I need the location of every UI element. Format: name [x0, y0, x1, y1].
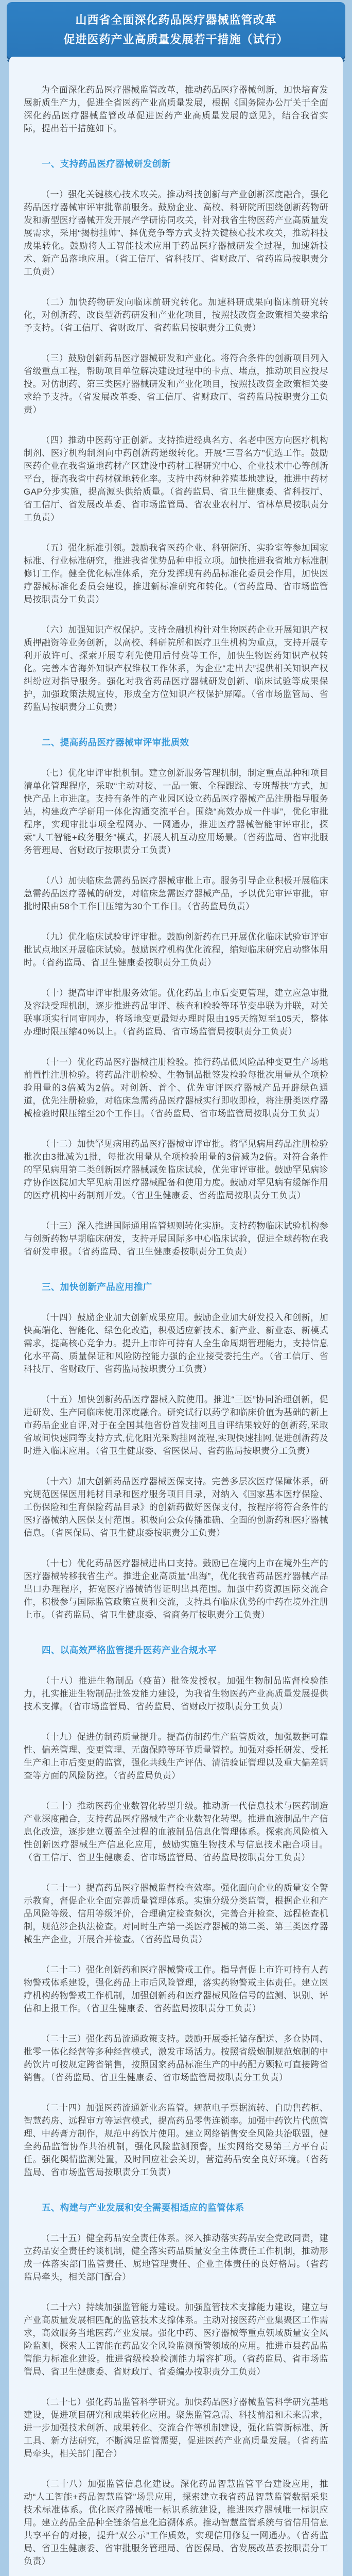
- section-heading-4: 四、以高效严格监管提升医药产业合规水平: [42, 1645, 217, 1655]
- measure-item: （二）加快药物研发向临床前研究转化。加速科研成果向临床前研究转化，对创新药、改良型新药研发和产业化项目，按照技改资金政策相关要求给予支持。（省工信厅、省财政厅、省药监局按职责分工负责）: [24, 297, 328, 333]
- measure-item: （七）优化审评审批机制。建立创新服务管理机制，制定重点品种和项目清单化管理程序，采取“主动对接、一品一策、全程跟踪、专班帮扶”方式，加快产品上市进度。支持有条件的产业园区设立药品医疗器械产品注册指导服务站，构建政产学研用一体化沟通交流平台。围绕“高效办成一件事”，优化审批程序，实现审批事项全程网办、一网通办，推进医疗器械智能审评审批，探索“人工智能+政务服务”模式，拓展人机互动应用场景。（省药监局、省审批服务管理局、省财政厅按职责分工负责）: [24, 768, 328, 855]
- measure-item: （二十八）加强监管信息化建设。深化药品智慧监管平台建设应用，推动“人工智能+药品智慧监管”场景应用，探索建立我省药品智慧监管数据采集技术标准体系。优化医疗器械唯一标识系统建设，推进医疗器械唯一标识应用。建立药品全品种全链条信息化追溯体系。推动智慧监管系统与省信用信息共享平台的对接，提升“双公示”工作质效，实现信用修复一网通办。（省药监局、省卫生健康委、省审批服务管理局、省医保局、省发展改革委按职责分工负责）: [24, 2479, 328, 2566]
- measure-item: （十六）加大创新药品医疗器械医保支持。完善多层次医疗保障体系，研究规范医保医用耗材目录和医疗服务项目目录，对纳入《国家基本医疗保险、工伤保险和生育保险药品目录》的创新药做好医保支付，按程序将符合条件的医疗器械纳入医保支付范围。积极向公众传播准确、全面的创新药和医疗器械信息。（省医保局、省卫生健康委按职责分工负责）: [24, 1477, 328, 1538]
- measure-item: （十）提高审评审批服务效能。优化药品上市后变更管理，建立应急审批及容缺受理机制，逐步推进药品审评、核查和检验等环节变串联为并联，对关联事项实行同审同办，将场地变更最短办理时限由195天缩短至105天，整体办理时限压缩40%以上。（省药监局、省市场监管局按职责分工负责）: [24, 988, 328, 1037]
- section-heading-2: 二、提高药品医疗器械审评审批质效: [42, 737, 189, 748]
- measure-item: （十二）加快罕见病用药品医疗器械审评审批。将罕见病用药品注册检验批次由3批减为1批，每批次用量从全项检验用量的3倍减为2倍。对符合条件的罕见病用第二类创新医疗器械减免临床试验，优先审评审批。鼓励罕见病诊疗协作医院加大罕见病用医疗器械配备和使用力度。鼓励对罕见病有缓解作用的医疗机构中药制剂开发。（省卫生健康委、省药监局按职责分工负责）: [24, 1139, 328, 1200]
- measure-item: （二十七）强化药品监管科学研究。加快药品医疗器械监管科学研究基地建设，促进项目研究和成果转化应用。聚焦监管急需、科技前沿和未来需求，进一步加强技术创新、成果转化、交流合作等机制建设，强化监管新标准、新工具、新方法研究，不断满足监管需要，促进医药产业高质量发展。（省药监局牵头，相关部门配合）: [24, 2397, 328, 2459]
- measure-item: （十一）优化药品医疗器械注册检验。推行药品低风险品种变更生产场地前置性注册检验。将药品注册检验、生物制品批签发检验每批次用量从全项检验用量的3倍减为2倍。对创新、首个、优先审评医疗器械产品开辟绿色通道，优先注册检验，对临床急需药品医疗器械实行即收即检，将注册类医疗器械检验时限压缩至20个工作日。（省药监局、省市场监管局按职责分工负责）: [24, 1057, 328, 1118]
- document-title-line1: 山西省全面深化药品医疗器械监管改革: [75, 13, 277, 26]
- measure-item: （二十四）加强医药流通新业态监管。规范电子票据流转、自助售药柜、智慧药房、远程审方等运营模式，提高药品零售连锁率。加强中药饮片代煎管理、中药膏方制作，规范中药饮片使用。建立网络销售安全风险共治联盟，健全药品监管协作共治机制，强化风险监测预警，压实网络交易第三方平台责任。强化舆情监测处置，及时回应社会关切，营造药品安全良好环境。（省药监局、省市场监管局按职责分工负责）: [24, 2103, 328, 2177]
- measure-item: （二十五）健全药品安全责任体系。深入推动落实药品安全党政同责，建立药品安全责任约谈机制，健全落实药品质量安全主体责任工作机制，推动形成一体落实部门监管责任、属地管理责任、企业主体责任的良好格局。（省药监局牵头，相关部门配合）: [24, 2233, 328, 2282]
- measure-item: （一）强化关键核心技术攻关。推动科技创新与产业创新深度融合，强化药品医疗器械审评审批靠前服务。鼓励企业、高校、科研院所围绕创新药物研发和新型医疗器械开发开展产学研协同攻关，针对我省生物医药产业高质量发展需求，采用“揭榜挂帅”、择优竞争等方式支持关键核心技术攻关，推动科技成果转化。鼓励将人工智能技术应用于药品医疗器械研发全过程，加速新技术、新产品落地应用。（省工信厅、省科技厅、省财政厅、省药监局按职责分工负责）: [24, 190, 328, 277]
- measure-item: （二十六）持续加强监管能力建设。加强监管技术支撑能力建设，建立与产业高质量发展相匹配的监管技术支撑体系。主动对接医药产业集聚区工作需求，高效服务当地医药产业发展。强化中药、医疗器械等重点领域质量安全风险监测，探索人工智能在药品安全风险监测预警领域的应用。推进市县药品监管能力标准化建设。推进省级检验检测能力增容扩项。（省药监局、省市场监管局、省卫生健康委、省财政厅、省委编办按职责分工负责）: [24, 2302, 328, 2377]
- sections-container: [24, 158, 328, 2568]
- measure-item: （八）加快临床急需药品医疗器械审批上市。服务引导企业积极开展临床急需药品医疗器械的研发，对临床急需医疗器械产品，予以优先审评审批，审批时限由58个工作日压缩为30个工作日。（省药监局负责）: [24, 876, 328, 911]
- measure-item: （十四）鼓励企业加大创新成果应用。鼓励企业加大研发投入和创新，加快高端化、智能化、绿色化改造，积极适应新技术、新产业、新业态、新模式需求，提高核心竞争力。提升上市许可持有人全生命周期管理能力，支持信息化水平高、质量保证和风险防控能力强的企业接受委托生产。（省工信厅、省科技厅、省财政厅、省药监局按职责分工负责）: [24, 1313, 328, 1374]
- measure-item: （九）优化临床试验审评审批。鼓励创新药在已开展优化临床试验审评审批试点地区开展临床试验。鼓励医疗机构优化流程，缩短临床研究启动整体用时。（省药监局、省卫生健康委按职责分工负责）: [24, 932, 328, 968]
- measure-item: （二十三）强化药品流通政策支持。鼓励开展委托储存配送、多仓协同、批零一体化经营等多种经营模式，激发市场活力。按照省级炮制规范炮制的中药饮片可按规定跨省销售，按照国家药品标准生产的中药配方颗粒可直接跨省销售。（省药监局、省卫生健康委、省市场监管局按职责分工负责）: [24, 2034, 328, 2082]
- measure-item: （二十）推动医药企业数智化转型升级。推动新一代信息技术与医药制造产业深度融合，支持药品医疗器械生产企业数智化转型。推进血液制品生产信息化改造，逐步建立覆盖全过程的血液制品信息化管理体系。探索高风险植入性创新医疗器械生产信息化应用，鼓励实施生物技术与信息技术融合项目。（省工信厅、省卫生健康委、省市场监管局、省药监局按职责分工负责）: [24, 1801, 328, 1862]
- section-heading-5: 五、构建与产业发展和安全需要相适应的监管体系: [42, 2202, 244, 2213]
- measure-item: （五）强化标准引领。鼓励我省医药企业、科研院所、实验室等参加国家标准、行业标准研究，推进我省优势品种申报立项。加快推进我省地方标准制修订工作。健全优化标准体系，充分发挥现有药品标准化委员会作用，加快医疗器械标准化委员会建设，推进新标准研究和转化。（省药监局、省市场监管局按职责分工负责）: [24, 543, 328, 604]
- measure-item: （二十二）强化创新药和医疗器械警戒工作。指导督促上市许可持有人药物警戒体系建设，强化药品上市后风险管理，落实药物警戒主体责任。建立医疗机构药物警戒工作机制，加强创新药和医疗器械风险信号的监测、识别、评估和上报工作。（省卫生健康委、省药监局按职责分工负责）: [24, 1965, 328, 2013]
- document-title-line2: 促进医药产业高质量发展若干措施（试行）: [63, 33, 289, 46]
- section-heading-1: 一、支持药品医疗器械研发创新: [42, 159, 171, 169]
- measure-item: （十五）加快创新药品医疗器械入院使用。推进“三医”协同治理创新，促进研发、生产同临床使用深度融合。研究试行以药学和临床价值为基础的新上市药品企业自评,对于在全国其他省份首发挂网且自评结果较好的创新药,采取省域间快速同等支持方式,优化阳光采购挂网流程,实现快速挂网,促进创新药及时进入临床应用。（省卫生健康委、省医保局、省药监局按职责分工负责）: [24, 1395, 328, 1456]
- measure-item: （十九）促进仿制药质量提升。提高仿制药生产监管质效，加强数据可靠性、偏差管理、变更管理、无菌保障等环节质量管控。加强对委托研发、受托生产和上市后变更的监管，强化共线生产评估、清洁验证管理以及重大偏差调查等方面的风险防控。（省药监局负责）: [24, 1732, 328, 1781]
- measure-item: （六）加强知识产权保护。支持金融机构针对生物医药企业开展知识产权质押融资等业务创新，以高校、科研院所和医疗卫生机构为重点，支持开展专利开放许可、探索开展专利先使用后付费等工作，加快生物医药知识产权转化。完善本省海外知识产权维权工作体系，为企业“走出去”提供相关知识产权纠纷应对指导服务。强化对我省药品医疗器械研发创新、临床试验等成果保护，加强政策法规宣传，形成全方位知识产权保护屏障。（省市场监管局、省药监局按职责分工负责）: [24, 625, 328, 712]
- measure-item: （十八）推进生物制品（疫苗）批签发授权。加强生物制品监督检验能力，扎实推进生物制品批签发能力建设，为我省生物医药产业高质量发展提供技术支撑。（省市场监管局、省药监局、省财政厅按职责分工负责）: [24, 1676, 328, 1711]
- measure-item: （十七）优化药品医疗器械进出口支持。鼓励已在境内上市在境外生产的医疗器械转移我省生产。推进企业高质量“出海”，优化我省药品医疗器械产品出口办理程序，拓宽医疗器械销售证明出具范围。加强中药资源国际交流合作，积极参与国际监管政策宣贯和交流，支持具有临床优势的中药在境外注册上市。（省药监局、省卫生健康委、省商务厅按职责分工负责）: [24, 1558, 328, 1620]
- measure-item: （二十一）提高药品医疗器械监督检查效率。强化面向企业的质量安全警示教育，督促企业全面完善质量管理体系。实施分级分类监管，根据企业和产品风险等级、信用等级评价，合理确定检查频次，完善合并检查、远程检查机制，规范涉企执法检查。对同时生产第一类医疗器械的第二类、第三类医疗器械生产企业，开展合并检查。（省药监局负责）: [24, 1883, 328, 1944]
- document-body-card: [9, 57, 343, 2576]
- measure-item: （四）推动中医药守正创新。支持推进经典名方、名老中医方向医疗机构制剂、医疗机构制剂向中药创新药递级转化。开展“三晋名方”优选工作。鼓励医药企业在我省道地药材产区建设中药材工程研究中心、企业技术中心等创新平台，提高我省中药材就地转化率。支持中药材种养殖基地建设，推进中药材GAP分步实施，提高源头供给质量。（省药监局、省卫生健康委、省科技厅、省工信厅、省发展改革委、省市场监管局、省农业农村厅、省林草局按职责分工负责）: [24, 435, 328, 522]
- section-heading-3: 三、加快创新产品应用推广: [42, 1282, 152, 1292]
- document-title-banner: [7, 2, 345, 59]
- measure-item: （三）鼓励创新药品医疗器械研发和产业化。将符合条件的创新项目列入省级重点工程，帮助项目单位解决建设过程中的卡点、堵点，推动项目应投尽投。对仿制药、第三类医疗器械研发和产业化项目，按照技改资金政策相关要求给予支持。（省发展改革委、省工信厅、省财政厅、省药监局按职责分工负责）: [24, 353, 328, 415]
- measure-item: （十三）深入推进国际通用监管规则转化实施。支持药物临床试验机构参与创新药物早期临床研发，支持开展国际多中心临床试验，促进全球药物在我省研发申报。（省药监局、省卫生健康委按职责分工负责）: [24, 1221, 328, 1257]
- intro-paragraph: 为全面深化药品医疗器械监管改革，推动药品医疗器械创新，加快培育发展新质生产力，促进全省医药产业高质量发展，根据《国务院办公厅关于全面深化药品医疗器械监管改革促进医药产业高质量发展的意见》，结合我省实际，提出若干措施如下。: [24, 85, 328, 133]
